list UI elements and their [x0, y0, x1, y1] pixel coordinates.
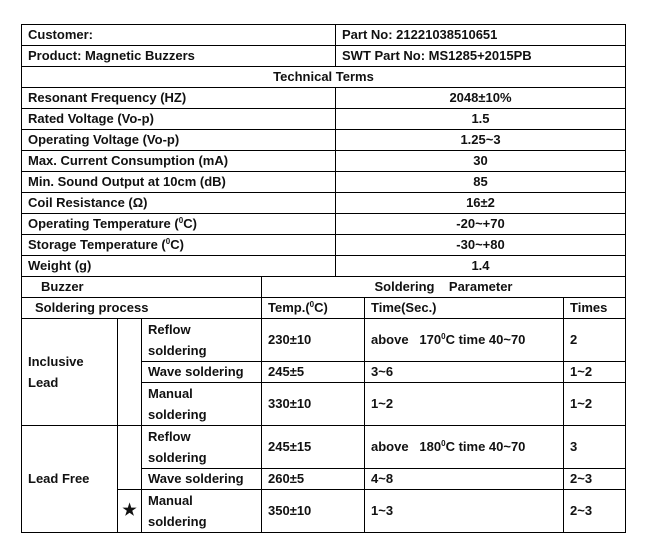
time-value: 1~3	[365, 490, 564, 533]
soldering-process-heading: Soldering process	[22, 298, 262, 319]
part-no-cell: Part No: 21221038510651	[336, 25, 626, 46]
spec-value: 1.25~3	[336, 130, 626, 151]
soldering-table	[21, 276, 626, 533]
times-value: 1~2	[564, 383, 626, 426]
spec-row	[22, 109, 626, 130]
spec-value: -30~+80	[336, 235, 626, 256]
spec-value: 1.4	[336, 256, 626, 277]
swt-part-no-cell: SWT Part No: MS1285+2015PB	[336, 46, 626, 67]
temp-value: 350±10	[262, 490, 365, 533]
times-value: 1~2	[564, 362, 626, 383]
spec-label: Max. Current Consumption (mA)	[22, 151, 336, 172]
spec-row	[22, 151, 626, 172]
time-column-header: Time(Sec.)	[365, 298, 564, 319]
inclusive-lead-label: Inclusive Lead	[22, 319, 118, 426]
spec-row	[22, 130, 626, 151]
times-value: 2~3	[564, 469, 626, 490]
times-value: 2	[564, 319, 626, 362]
spec-row	[22, 193, 626, 214]
spec-label: Resonant Frequency (HZ)	[22, 88, 336, 109]
temp-value: 245±15	[262, 426, 365, 469]
times-value: 3	[564, 426, 626, 469]
time-value: 1~2	[365, 383, 564, 426]
process-wave: Wave soldering	[142, 469, 262, 490]
spec-label: Operating Voltage (Vo-p)	[22, 130, 336, 151]
spec-value: 2048±10%	[336, 88, 626, 109]
time-value: 4~8	[365, 469, 564, 490]
soldering-head-row-2	[22, 298, 626, 319]
section-title: Technical Terms	[22, 67, 626, 88]
marker-cell	[118, 319, 142, 426]
time-value: above $170^0C$ time 40~70	[365, 319, 564, 362]
header-row-1	[22, 25, 626, 46]
process-wave: Wave soldering	[142, 362, 262, 383]
time-value: 3~6	[365, 362, 564, 383]
buzzer-heading: Buzzer	[22, 277, 262, 298]
table-row	[22, 319, 626, 362]
temp-value: 260±5	[262, 469, 365, 490]
spec-value: 1.5	[336, 109, 626, 130]
spec-label: Operating Temperature ($^0$C)	[22, 214, 336, 235]
spec-label: Rated Voltage (Vo-p)	[22, 109, 336, 130]
soldering-head-row-1	[22, 277, 626, 298]
spec-value: -20~+70	[336, 214, 626, 235]
times-column-header: Times	[564, 298, 626, 319]
temp-value: 330±10	[262, 383, 365, 426]
soldering-parameter-heading: Soldering Parameter	[262, 277, 626, 298]
temp-column-header: Temp.($^0$C)	[262, 298, 365, 319]
spec-value: 16±2	[336, 193, 626, 214]
header-row-2	[22, 46, 626, 67]
customer-cell: Customer:	[22, 25, 336, 46]
spec-row	[22, 172, 626, 193]
spec-row	[22, 214, 626, 235]
star-icon: ★	[118, 490, 142, 533]
process-manual: Manual soldering	[142, 383, 262, 426]
process-manual: Manual soldering	[142, 490, 262, 533]
spec-label: Coil Resistance (Ω)	[22, 193, 336, 214]
spec-row	[22, 256, 626, 277]
product-cell: Product: Magnetic Buzzers	[22, 46, 336, 67]
spec-label: Min. Sound Output at 10cm (dB)	[22, 172, 336, 193]
times-value: 2~3	[564, 490, 626, 533]
time-value: above $180^0C$ time 40~70	[365, 426, 564, 469]
spec-value: 30	[336, 151, 626, 172]
lead-free-label: Lead Free	[22, 426, 118, 533]
process-reflow: Reflow soldering	[142, 426, 262, 469]
spec-value: 85	[336, 172, 626, 193]
temp-value: 245±5	[262, 362, 365, 383]
temp-value: 230±10	[262, 319, 365, 362]
spec-label: Storage Temperature ($^0$C)	[22, 235, 336, 256]
spec-label: Weight (g)	[22, 256, 336, 277]
spec-row	[22, 88, 626, 109]
spec-table	[21, 24, 626, 277]
spec-row	[22, 235, 626, 256]
section-title-row	[22, 67, 626, 88]
spec-sheet	[21, 24, 625, 533]
process-reflow: Reflow soldering	[142, 319, 262, 362]
table-row	[22, 426, 626, 469]
marker-cell	[118, 426, 142, 490]
